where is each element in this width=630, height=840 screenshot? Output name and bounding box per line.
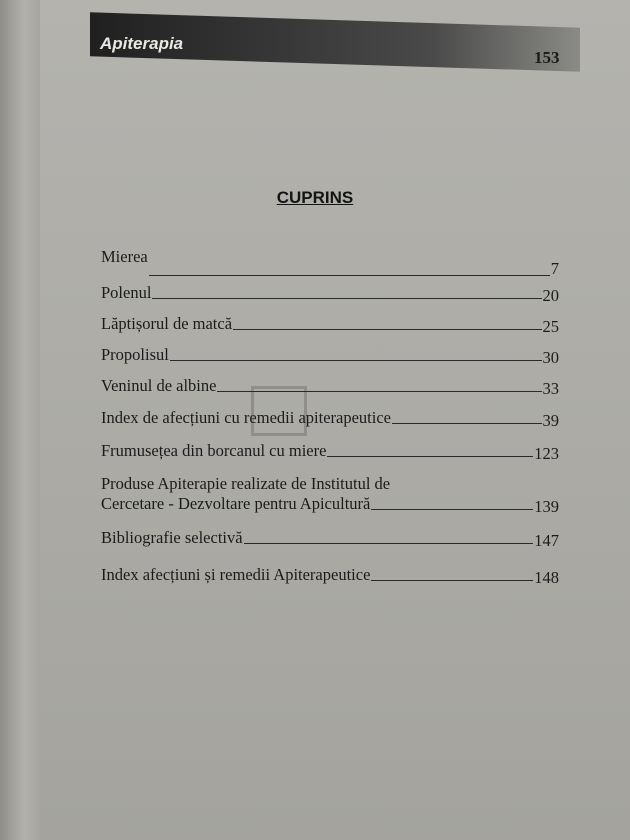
- toc-leader-line: [327, 456, 533, 457]
- toc-entry-label: Frumusețea din borcanul cu miere: [101, 441, 327, 460]
- toc-entry-label: Lăptișorul de matcă: [101, 314, 233, 333]
- toc-entry: [101, 245, 559, 278]
- page-number: 153: [534, 48, 560, 67]
- toc-leader-line: [149, 275, 550, 276]
- toc-entry-label: Index afecțiuni și remedii Apiterapeutice: [101, 565, 371, 584]
- toc-leader-line: [244, 543, 534, 544]
- toc-entry-label: Index de afecțiuni cu remedii apiterapeutice: [101, 408, 391, 427]
- toc-leader-line: [233, 329, 541, 330]
- toc-entry-page: 33: [542, 379, 559, 398]
- toc-entry-page: 7: [550, 259, 559, 278]
- toc-entry-page: 139: [534, 497, 559, 516]
- toc-leader-line: [392, 423, 542, 424]
- toc-leader-line: [371, 509, 533, 510]
- toc-entry-page: 20: [542, 286, 559, 305]
- toc-entry-page: 123: [534, 444, 559, 463]
- toc-entry: [101, 474, 559, 514]
- toc-entry-label: Veninul de albine: [101, 376, 217, 395]
- toc-entry-label: Mierea: [101, 247, 148, 266]
- toc-leader-line: [371, 580, 533, 581]
- toc-entry: [101, 441, 559, 461]
- toc-entry: [101, 376, 559, 396]
- running-header-title: Apiterapia: [100, 34, 184, 53]
- toc-entry-page: 147: [534, 531, 559, 550]
- toc-entry-label: Polenul: [101, 283, 152, 302]
- toc-entry-label: Cercetare - Dezvoltare pentru Apicultură: [101, 494, 371, 513]
- toc-entry-label-line1: Produse Apiterapie realizate de Institutul de: [101, 474, 391, 493]
- toc-entry: [101, 314, 559, 334]
- toc-entry-page: 25: [542, 317, 559, 336]
- toc-entry-label: Propolisul: [101, 345, 169, 364]
- toc-title: CUPRINS: [276, 188, 354, 207]
- book-gutter: [0, 0, 40, 840]
- toc-entry: [101, 408, 559, 428]
- toc-leader-line: [217, 391, 541, 392]
- toc-entry-page: 39: [542, 411, 559, 430]
- toc-leader-line: [152, 298, 541, 299]
- toc-entry-page: 30: [542, 348, 559, 367]
- toc-leader-line: [170, 360, 542, 361]
- toc-entry: [101, 528, 559, 548]
- toc-entry: [101, 283, 559, 303]
- toc-entry-page: 148: [534, 568, 559, 587]
- toc-entry: [101, 565, 559, 585]
- toc-entry-label: Bibliografie selectivă: [101, 528, 243, 547]
- toc-entry: [101, 345, 559, 365]
